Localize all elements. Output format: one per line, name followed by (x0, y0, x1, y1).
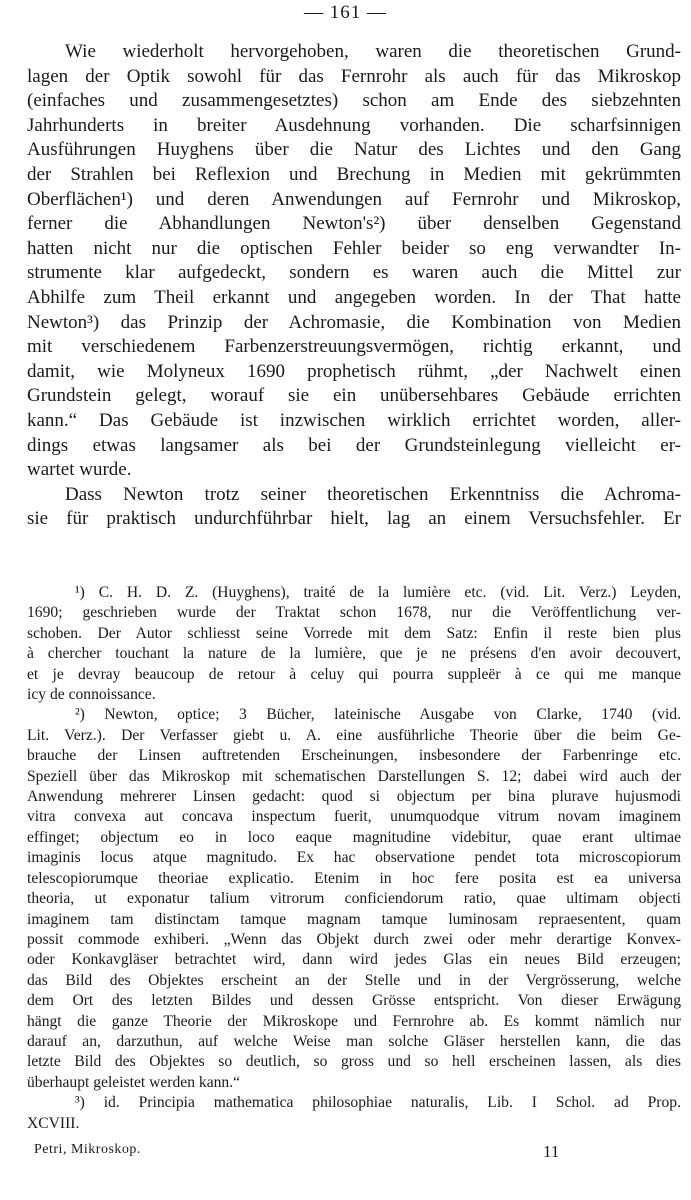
text-line: der Strahlen bei Reflexion und Brechung in Medien mit gekrümmten (27, 163, 681, 185)
footnote-line: effinget; objectum eo in loco eaque magnitudine videbitur, quae erant ultimae (27, 828, 681, 846)
text-line: Dass Newton trotz seiner theoretischen Erkenntniss die Achroma- (65, 483, 681, 505)
footnote-line: theoria, ut exponatur talium vitrorum conficiendorum ratio, quae ultimam objecti (27, 890, 681, 908)
text-line: wartet wurde. (27, 459, 132, 481)
footnote-line: Speziell über das Mikroskop mit schematischen Darstellungen S. 12; dabei wird auch der (27, 767, 681, 785)
text-line: Ausführungen Huyghens über die Natur des Lichtes und den Gang (27, 139, 681, 161)
footnote-paragraph (27, 1093, 681, 1134)
footnote-line: possit commode exhiberi. „Wenn das Objekt durch zwei oder mehr derartige Konvex- (27, 930, 681, 948)
text-line: Grundstein gelegt, worauf sie ein unübersehbares Gebäude errichten (27, 385, 681, 407)
text-line: kann.“ Das Gebäude ist inzwischen wirklich errichtet worden, aller- (27, 409, 681, 431)
text-line: (einfaches und zusammengesetztes) schon am Ende des siebzehnten (27, 90, 681, 112)
footnote-line: ¹) C. H. D. Z. (Huyghens), traité de la lumière etc. (vid. Lit. Verz.) Leyden, (75, 584, 681, 601)
footnotes (27, 583, 681, 1134)
text-line: Abhilfe zum Theil erkannt und angegeben worden. In der That hatte (27, 286, 681, 308)
footnote-line: ²) Newton, optice; 3 Bücher, lateinische Ausgabe von Clarke, 1740 (vid. (75, 706, 681, 724)
footnote-paragraph (27, 583, 681, 705)
footnote-line: et je devray beaucoup de retour à celuy qui pourra suppleër à ce qui me manque (27, 665, 681, 683)
footnote-line: oder Konkavgläser betrachtet wird, dann wird jedes Glas ein neues Bild erzeugen; (27, 951, 681, 969)
text-line: Newton³) das Prinzip der Achromasie, die Kombination von Medien (27, 311, 681, 333)
footnote-line: vitra convexa aut concava inspectum fuerit, unumquodque vitrum novam imaginem (27, 808, 681, 826)
footnote-line: telescopiorumque theoriae explicatio. Etenim in hoc fere posita est ea universa (27, 869, 681, 887)
footnote-line: schoben. Der Autor schliesst seine Vorrede mit dem Satz: Enfin il reste bien plus (27, 624, 681, 642)
footnote-line: icy de connoissance. (27, 686, 156, 704)
footnote-line: ³) id. Principia mathematica philosophiae naturalis, Lib. I Schol. ad Prop. (75, 1094, 681, 1112)
text-line: Jahrhunderts in breiter Ausdehnung vorhanden. Die scharfsinnigen (27, 114, 681, 136)
footnote-line: 1690; geschrieben wurde der Traktat schon 1678, nur die Veröffentlichung ver- (27, 604, 681, 622)
text-line: lagen der Optik sowohl für das Fernrohr als auch für das Mikroskop (27, 65, 681, 87)
text-line: Wie wiederholt hervorgehoben, waren die theoretischen Grund- (65, 41, 681, 62)
text-line: ferner die Abhandlungen Newton's²) über denselben Gegenstand (27, 213, 681, 235)
footnote-line: letzte Bild des Objektes so deutlich, so gross und so hell erscheinen lassen, als dies (27, 1053, 681, 1071)
footnote-line: XCVIII. (27, 1114, 80, 1132)
text-line: damit, wie Molyneux 1690 prophetisch rühmt, „der Nachwelt einen (27, 360, 681, 382)
footnote-line: Anwendung mehrerer Linsen gedacht: quod si objectum per bina plurave hujusmodi (27, 788, 681, 806)
footnote-line: überhaupt geleistet werden kann.“ (27, 1073, 241, 1091)
footnote-line: imaginis locus atque magnitudo. Ex hac observatione pendet tota microscopiorum (27, 849, 681, 867)
footnote-line: imaginem tam distinctam tamque magnam tamque luminosam repraesentent, quam (27, 910, 681, 928)
text-line: hatten nicht nur die optischen Fehler beider so eng verwandter In- (27, 237, 681, 259)
footnote-line: Lit. Verz.). Der Verfasser giebt u. A. eine ausführliche Theorie über die beim Ge- (27, 726, 681, 744)
text-paragraph (27, 40, 681, 483)
footnote-line: darauf an, darzuthun, auf welche Weise man solche Gläser herstellen kann, die das (27, 1032, 681, 1050)
text-line: Oberflächen¹) und deren Anwendungen auf Fernrohr und Mikroskop, (27, 188, 681, 210)
footnote-paragraph (27, 705, 681, 1093)
footnote-line: das Bild des Objektes erscheint an der Stelle und in der Vergrösserung, welche (27, 971, 681, 989)
text-line: sie für praktisch undurchführbar hielt, lag an einem Versuchsfehler. Er (27, 508, 681, 530)
text-line: mit verschiedenem Farbenzerstreuungsvermögen, richtig erkannt, und (27, 336, 681, 358)
text-paragraph (27, 483, 681, 532)
signature-mark: Petri, Mikroskop. (34, 1142, 141, 1157)
main-text (27, 40, 681, 532)
footnote-line: à chercher touchant la nature de la lumière, que je ne présens d'en avoir decouvert, (27, 645, 681, 663)
footnote-line: hängt die ganze Theorie der Mikroskope und Fernrohre ab. Es kommt nämlich nur (27, 1012, 681, 1030)
sheet-number: 11 (543, 1142, 560, 1161)
footnote-line: brauche der Linsen auftretenden Erscheinungen, insbesondere der Farbenringe etc. (27, 747, 681, 765)
page-number: — 161 — (304, 2, 387, 23)
footnote-line: dem Ort des letzten Bildes und dessen Grösse entspricht. Von dieser Erwägung (27, 992, 681, 1010)
text-line: strumente klar aufgedeckt, sondern es waren auch die Mittel zur (27, 262, 681, 284)
text-line: dings etwas langsamer als bei der Grundsteinlegung vielleicht er- (27, 434, 681, 456)
